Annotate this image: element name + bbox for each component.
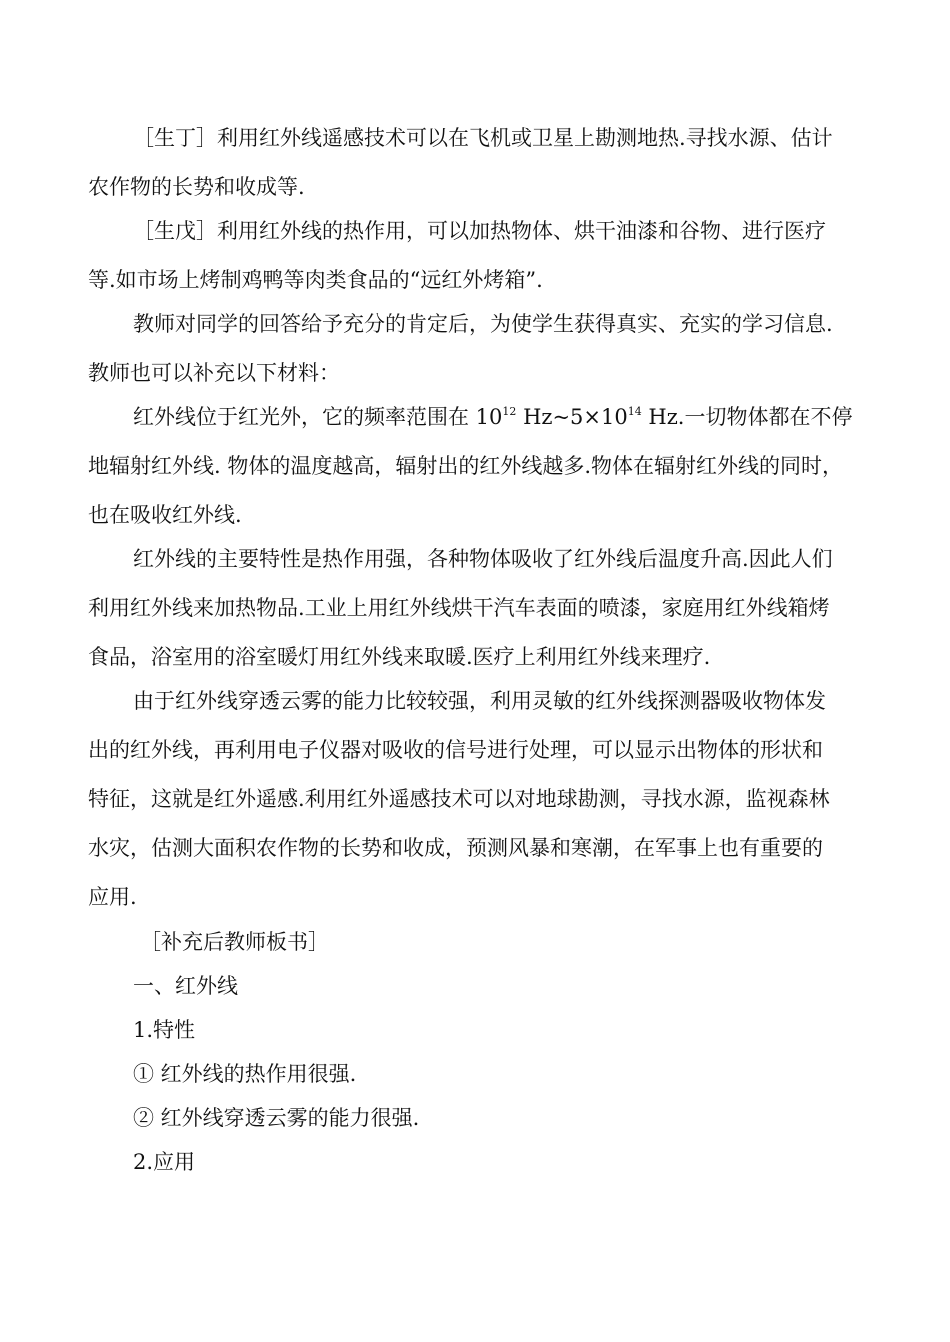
board-item-2: 2.应用 bbox=[133, 1150, 196, 1174]
paragraph-6-line-5: 应用. bbox=[88, 885, 137, 909]
text-frequency-range: Hz~5×10 bbox=[516, 405, 628, 429]
paragraph-6-line-4: 水灾，估测大面积农作物的长势和收成，预测风暴和寒潮，在军事上也有重要的 bbox=[88, 836, 823, 860]
paragraph-4-line-3: 也在吸收红外线. bbox=[88, 503, 242, 527]
paragraph-2-line-2: 等.如市场上烤制鸡鸭等肉类食品的“远红外烤箱”. bbox=[88, 268, 543, 292]
paragraph-6-line-3: 特征，这就是红外遥感.利用红外遥感技术可以对地球勘测，寻找水源，监视森林 bbox=[88, 787, 830, 811]
paragraph-3-line-2: 教师也可以补充以下材料： bbox=[88, 361, 340, 385]
text-frequency-end: Hz.一切物体都在不停 bbox=[641, 405, 853, 429]
board-heading: ［补充后教师板书］ bbox=[140, 930, 329, 954]
paragraph-5-line-1: 红外线的主要特性是热作用强，各种物体吸收了红外线后温度升高.因此人们 bbox=[133, 547, 833, 571]
board-subitem-1: ① 红外线的热作用很强. bbox=[133, 1062, 357, 1086]
exponent-12: 12 bbox=[502, 405, 517, 418]
exponent-14: 14 bbox=[627, 405, 642, 418]
paragraph-6-line-1: 由于红外线穿透云雾的能力比较较强，利用灵敏的红外线探测器吸收物体发 bbox=[133, 689, 826, 713]
paragraph-1-line-2: 农作物的长势和收成等. bbox=[88, 175, 305, 199]
board-section-title: 一、红外线 bbox=[133, 974, 238, 998]
board-item-1: 1.特性 bbox=[133, 1018, 196, 1042]
paragraph-5-line-3: 食品，浴室用的浴室暖灯用红外线来取暖.医疗上利用红外线来理疗. bbox=[88, 645, 711, 669]
paragraph-4-line-2: 地辐射红外线. 物体的温度越高，辐射出的红外线越多.物体在辐射红外线的同时， bbox=[88, 454, 844, 478]
paragraph-2-line-1: ［生戊］利用红外线的热作用，可以加热物体、烘干油漆和谷物、进行医疗 bbox=[133, 219, 826, 243]
board-subitem-2: ② 红外线穿透云雾的能力很强. bbox=[133, 1106, 420, 1130]
paragraph-5-line-2: 利用红外线来加热物品.工业上用红外线烘干汽车表面的喷漆，家庭用红外线箱烤 bbox=[88, 596, 830, 620]
paragraph-1-line-1: ［生丁］利用红外线遥感技术可以在飞机或卫星上勘测地热.寻找水源、估计 bbox=[133, 126, 833, 150]
paragraph-3-line-1: 教师对同学的回答给予充分的肯定后，为使学生获得真实、充实的学习信息. bbox=[133, 312, 833, 336]
paragraph-4-line-1 bbox=[133, 402, 852, 432]
paragraph-6-line-2: 出的红外线，再利用电子仪器对吸收的信号进行处理，可以显示出物体的形状和 bbox=[88, 738, 823, 762]
text-frequency-intro: 红外线位于红光外，它的频率范围在 10 bbox=[133, 405, 503, 429]
